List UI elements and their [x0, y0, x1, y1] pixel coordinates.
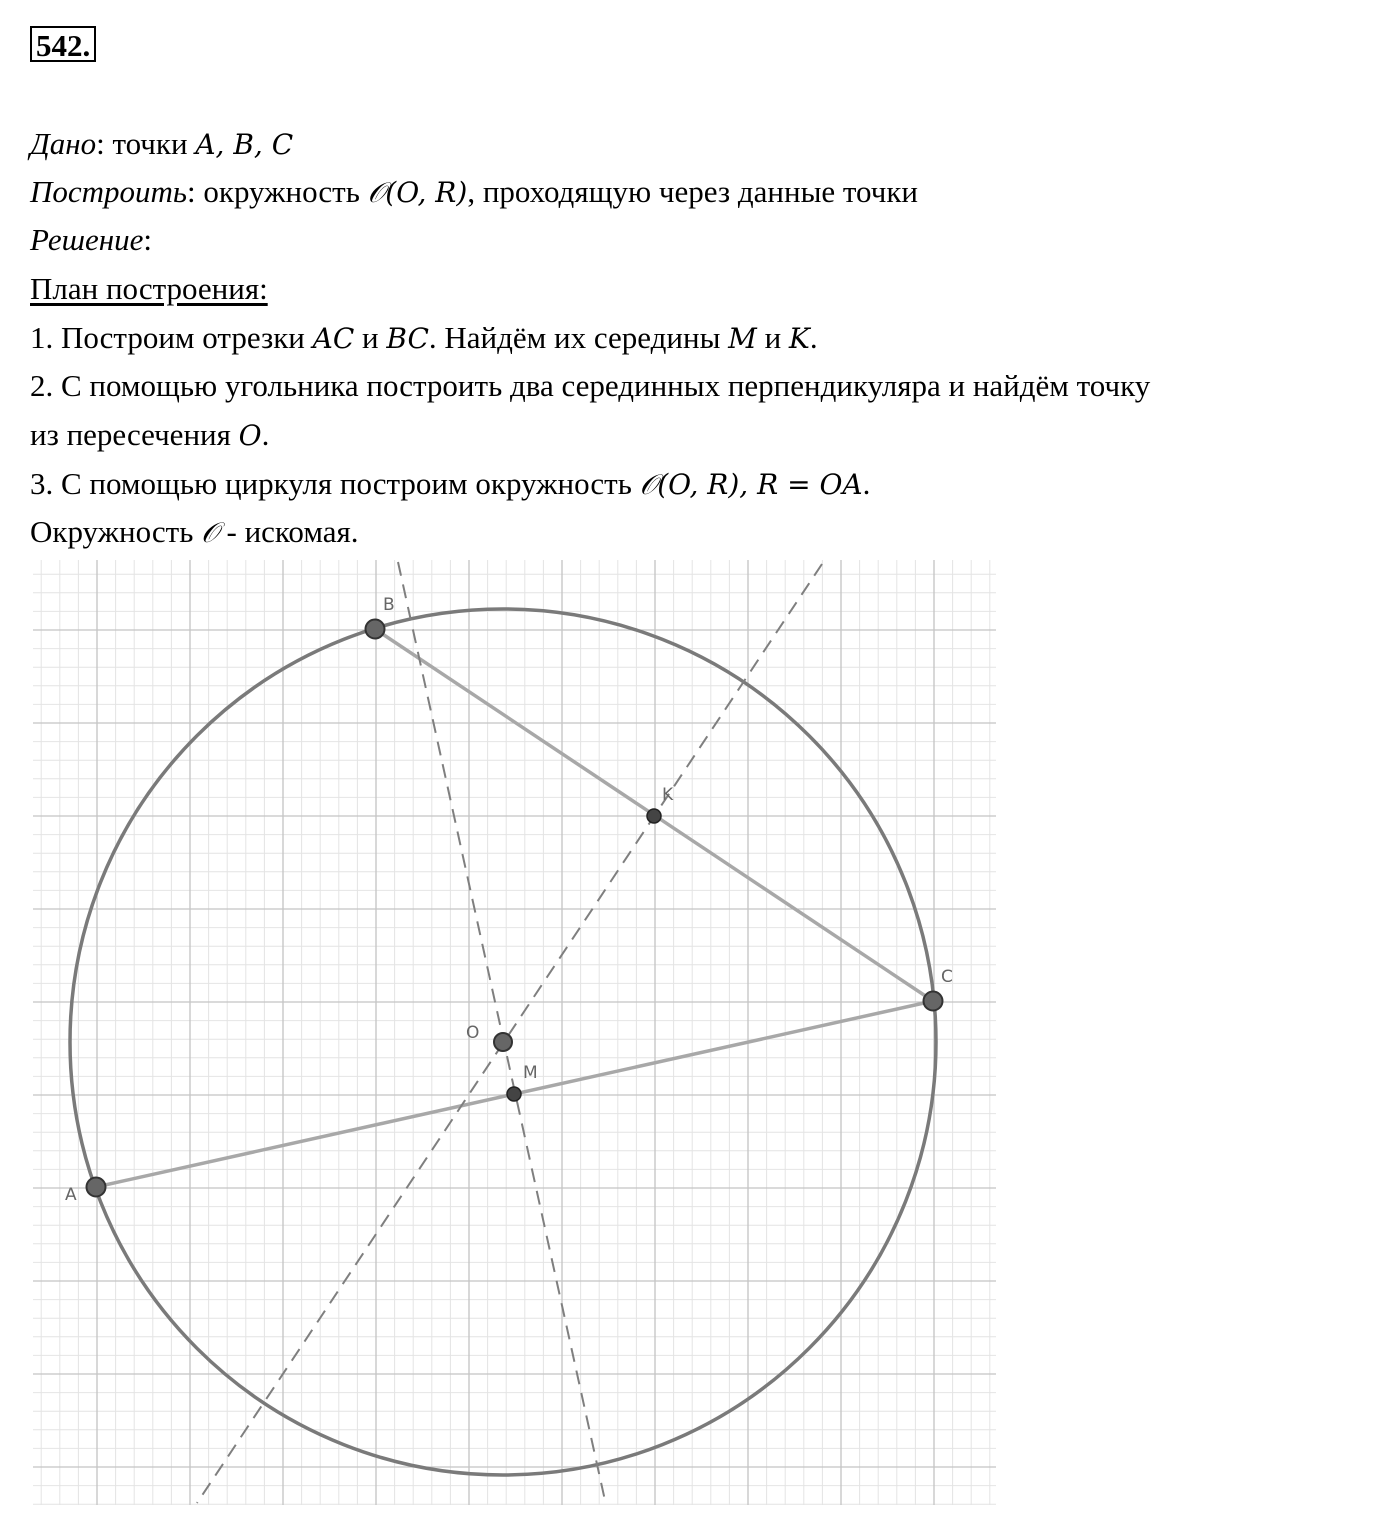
result-a: Окружность [30, 514, 202, 549]
step3-math: 𝒪(O, R), R = OA [639, 468, 863, 501]
solution-label: Решение [30, 222, 144, 257]
step3-a: 3. С помощью циркуля построим окружность [30, 466, 640, 501]
label-c: C [941, 967, 953, 987]
label-m: M [523, 1063, 538, 1083]
step2-text1: 2. С помощью угольника построить два серединных перпендикуляра и найдём точку [30, 368, 1151, 403]
step1-d: и [756, 320, 789, 355]
construct-post: , проходящую через данные точки [467, 174, 918, 209]
given-points: A, B, C [195, 128, 294, 161]
result-b: - искомая. [218, 514, 359, 549]
construct-pre: : окружность [187, 174, 368, 209]
label-a: A [65, 1185, 77, 1205]
point-a [87, 1178, 106, 1197]
label-k: K [662, 785, 674, 805]
step1-b: и [354, 320, 387, 355]
point-o [494, 1033, 512, 1051]
step1-a: 1. Построим отрезки [30, 320, 313, 355]
step3-b: . [862, 466, 871, 501]
step2-text2b: . [261, 417, 270, 452]
solution-colon: : [143, 222, 152, 257]
label-o: O [466, 1023, 480, 1043]
point-c [924, 992, 943, 1011]
point-m [507, 1087, 521, 1101]
plan-heading: План построения: [30, 271, 268, 306]
points [87, 620, 943, 1197]
step1-c: . Найдём их середины [428, 320, 729, 355]
grid [33, 560, 996, 1505]
step2-o: O [238, 419, 262, 452]
given-sep: : точки [96, 126, 196, 161]
point-k [647, 809, 661, 823]
construct-math: 𝒪(O, R) [367, 176, 468, 209]
step2-text2a: из пересечения [30, 417, 239, 452]
construct-label: Построить [30, 174, 188, 209]
step1-bc: BC [386, 322, 429, 355]
problem-number: 542. [30, 26, 96, 62]
point-b [366, 620, 385, 639]
result-math: 𝒪 [201, 516, 219, 549]
given-label: Дано [30, 126, 97, 161]
step1-ac: AC [312, 322, 355, 355]
step1-k: K [788, 322, 810, 355]
step1-e: . [809, 320, 818, 355]
label-b: B [383, 595, 395, 615]
step1-m: M [728, 322, 757, 355]
